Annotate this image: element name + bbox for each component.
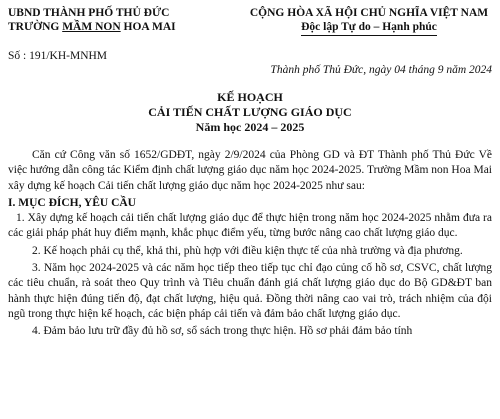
list-item-1: 1. Xây dựng kế hoạch cải tiến chất lượng giáo dục để thực hiện trong năm học 2024-2025 nhằm đưa ra các giải pháp phát huy điểm mạnh, khắc phục điểm yếu, từng bước nâng cao chất lượng giáo dục. <box>8 212 492 240</box>
document-body <box>8 148 492 342</box>
school-name-prefix: TRƯỜNG <box>8 21 63 33</box>
intro-paragraph: Căn cứ Công văn số 1652/GDĐT, ngày 2/9/2024 của Phòng GD và ĐT Thành phố Thủ Đức Về việc hướng dẫn công tác Kiểm định chất lượng giáo dục năm học 2024-2025. Trường Mầm non Hoa Mai xây dựng kế hoạch Cải tiến chất lượng giáo dục năm học 2024-2025 như sau: <box>8 149 492 192</box>
republic-name: CỘNG HÒA XÃ HỘI CHỦ NGHĨA VIỆT NAM <box>249 7 489 19</box>
section-heading-1: I. MỤC ĐÍCH, YÊU CẦU <box>8 196 136 209</box>
school-name <box>8 20 238 34</box>
title-line-1: KẾ HOẠCH <box>217 90 283 104</box>
national-header <box>244 6 494 36</box>
list-item-2: 2. Kế hoạch phải cụ thể, khả thi, phù hợp với điều kiện thực tế của nhà trường và địa phương. <box>32 244 463 257</box>
issuer-block <box>8 6 238 63</box>
title-line-3: Năm học 2024 – 2025 <box>195 120 305 134</box>
title-line-2: CẢI TIẾN CHẤT LƯỢNG GIÁO DỤC <box>148 105 352 119</box>
list-item-4: 4. Đảm bảo lưu trữ đầy đủ hồ sơ, sổ sách trong thực hiện. Hồ sơ phải đảm bảo tính <box>32 325 413 338</box>
dateline: Thành phố Thủ Đức, ngày 04 tháng 9 năm 2024 <box>270 64 492 76</box>
document-number: Số : 191/KH-MNHM <box>8 50 108 62</box>
list-item-3: 3. Năm học 2024-2025 và các năm học tiếp theo tiếp tục chỉ đạo củng cố hồ sơ, CSVC, chất lượng các tiêu chuẩn, rà soát theo Quy trình và Tiêu chuẩn đánh giá chất lượng giáo dục do Bộ GD&ĐT ban hành thực hiện đúng tiến độ, đạt chất lượng, hiệu quả. Đồng thời nâng cao vai trò, trách nhiệm của đội ngũ trong thực hiện kế hoạch, các biện pháp cải tiến và đảm bảo chất lượng giáo dục. <box>8 262 492 320</box>
school-name-underlined: MẦM NON <box>62 21 121 33</box>
document-title <box>0 90 500 135</box>
national-motto: Độc lập Tự do – Hạnh phúc <box>301 20 437 36</box>
school-name-suffix: HOA MAI <box>120 21 176 33</box>
issuing-authority: UBND THÀNH PHỐ THỦ ĐỨC <box>8 7 170 19</box>
